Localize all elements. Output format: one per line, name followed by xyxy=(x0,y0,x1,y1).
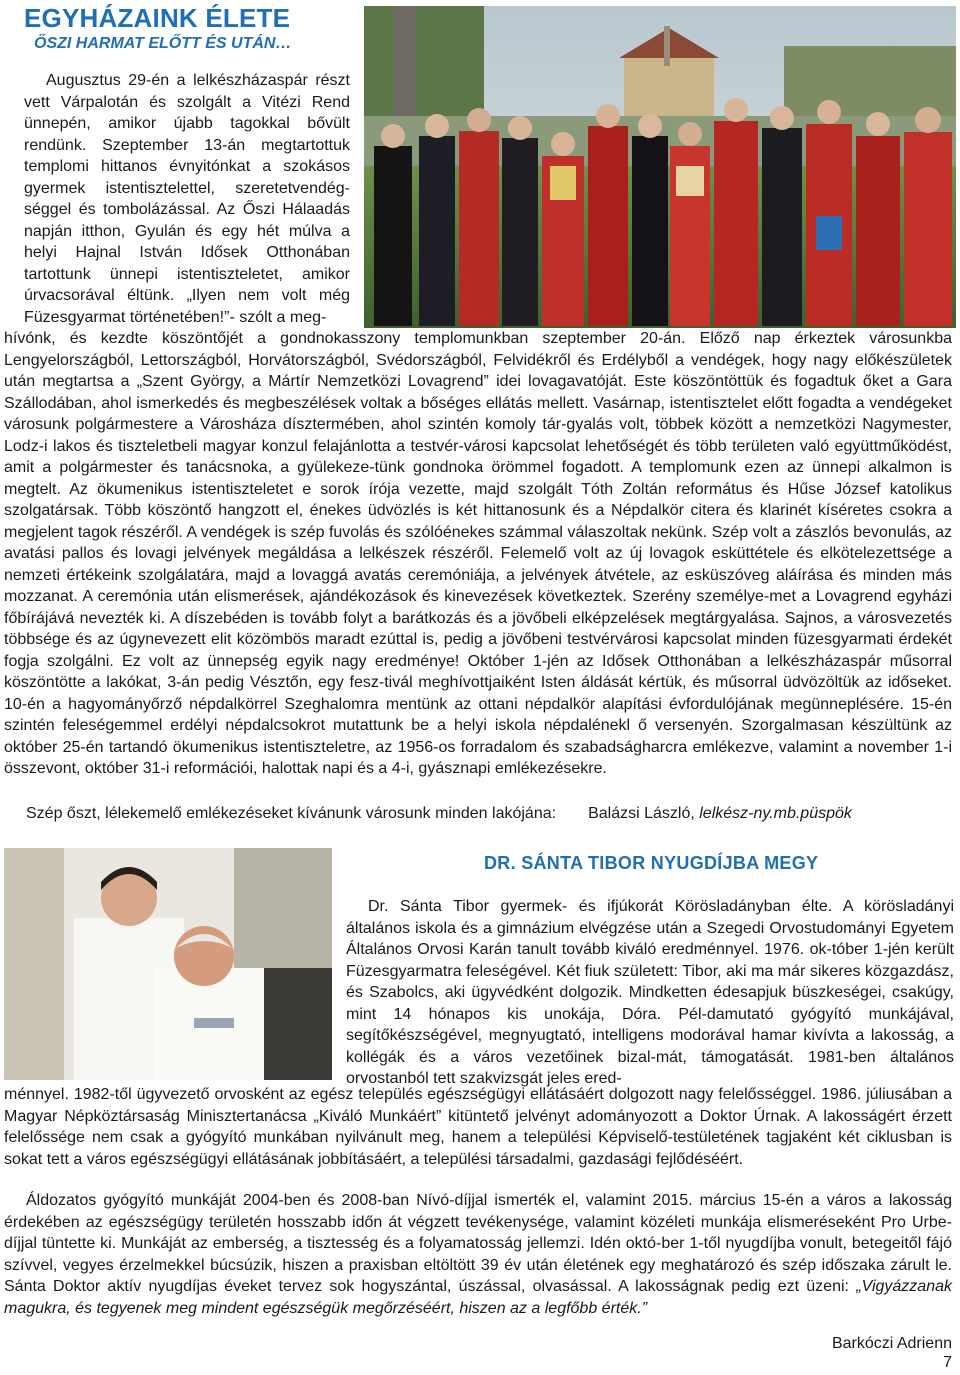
group-photo-knights xyxy=(364,6,956,328)
author-role: lelkész-ny.mb.püspök xyxy=(699,805,852,822)
doctor-photo-image xyxy=(4,848,332,1080)
closing-line xyxy=(26,804,852,824)
doctor-quote: „Vigyázzanak magukra, és tegyenek meg mindent egészségük megőrzéséért, hiszen az a legfőbb érték.” xyxy=(4,1278,952,1317)
article-paragraph-main: hívónk, és kezdte köszöntőjét a gondnokasszony templomunkban szeptember 20-án. Előző nap érkeztek városunkba Lengyelországból, Lettországból, Horvátországból, Svédországból, Felvidékről és Erdélyből a vendégek, hogy nagy előkészületek után megtartsa a „Szent György, a Mártír Nemzetközi Lovagrend” idei lovagavatóját. Este köszöntöttük és fogadtuk őket a Gara Szállodában, ahol ismerkedés és megbeszélések voltak a bőséges ellátás mellett. Vasárnap, istentisztelet előtt fogadta a vendégeket városunk polgármestere a Városháza dísztermében, ahol szintén komoly tár-gyalás volt, többek között a nemzetközi Nagymester, Lodz-i lakos és tiszteletbeli magyar konzul felajánlotta a testvér-városi kapcsolat lehetőségét és több területen való együttműködést, amit a polgármester és tanácsnoka, a gyülekeze-tünk gondnoka örömmel fogadott. A templomunk ezen az ünnepi alkalmon is megtelt. Az ökumenikus istentiszteletet e sorok írója vezette, majd szolgált Tóth Zoltán református és Hűse József katolikus szolgatársak. Több köszöntő hangzott el, énekes üdvözlés is két hittanosunk és a Népdalkör citera és klarinét kíséretes csokra a megjelent tagok részéről. A vendégek is szép fuvolás és szólóénekes számmal válaszoltak nekünk. Szép volt a zászlós bevonulás, az avatási pallos és lovagi jelvények megáldása a lelkészek részéről. Felemelő volt az új lovagok esküttétele és elkötelezettsége a nemzeti értékeink szolgálatára, majd a lovaggá avatás ceremóniája, a jelvények átvétele, az esküszóveg aláírása és minden más mozzanat. A ceremónia után elismerések, ajándékozások és kinevezések következtek. Szerény személye-met a Lovagrend egyházi főbírájává nevezték ki. A díszebéden is tovább folyt a barátkozás és a jövőbeli elképzelések megtárgyalása. Sajnos, a városvezetés többsége és az úgynevezett elit közömbös maradt ezúttal is, pedig a jövőbeni testvérvárosi kapcsolat minden füzesgyarmati érdekét fogja szolgálni. Ez volt az ünnepség egyik nagy eredménye! Október 1-jén az Idősek Otthonában a lelkészházaspár műsorral köszöntötte a lakókat, 3-án pedig Vésztőn, egy fesz-tivál meghívottjaiként Isten áldását kértük, és műsorral üdvözöltük az időseket. 10-én a hagyományőrző népdalkörrel Szeghalomra mentünk az ottani népdalkör alapítási évfordulójának megünneplésére. 15-én szintén feleségemmel erdélyi népdalcsokrot mutattunk be a helyi iskola népdalénekl ő versenyén. Szorgalmasan készültünk az október 25-én tartandó ökumenikus istentiszteletre, az 1956-os forradalom és szabadságharcra emlékezve, valamint a november 1-i összevont, október 31-i reformációi, halottak napi és a 4-i, gyásznapi emlékezésekre. xyxy=(4,330,952,777)
doctor-paragraph-retirement-text: Áldozatos gyógyító munkáját 2004-ben és 2008-ban Nívó-díjjal ismerték el, valamint 2015. március 15-én a város a lakosság érdekében az egészségügy területén hosszabb időn át végzett tevékenysége, valamint közéleti munkája elismeréseként Pro Urbe-díjjal tüntette ki. Munkáját az emberség, a tisztesség és a folyamatosság jellemzi. Idén októ-ber 1-től nyugdíjba vonult, betegeitől fájó szívvel, vegyes érzelmekkel búcsúzik, hiszen a praxisban eltöltött 39 év után életének egy meghatározó és szép időszaka zárult le. Sánta Doktor aktív nyugdíjas éveket tervez sok hogyszántal, úszással, olvasással. A lakosságnak pedig ezt üzeni: xyxy=(4,1192,952,1295)
article-subtitle: ŐSZI HARMAT ELŐTT ÉS UTÁN… xyxy=(34,35,292,52)
section-title: EGYHÁZAINK ÉLETE xyxy=(24,3,291,33)
doctor-photo xyxy=(4,848,332,1080)
closing-wish: Szép őszt, lélekemelő emlékezéseket kívánunk városunk minden lakójána: xyxy=(26,805,557,822)
article-title-doctor: DR. SÁNTA TIBOR NYUGDÍJBA MEGY xyxy=(484,853,819,873)
article-author: Barkóczi Adrienn xyxy=(831,1335,952,1352)
doctor-paragraph-intro: Dr. Sánta Tibor gyermek- és ifjúkorát Körösladányban élte. A körösladányi általános iskola és a gimnázium elvégzése után a Szegedi Orvostudományi Egyetem Általános Orvosi Karán tanult tovább kiváló eredménnyel. 1976. ok-tóber 1-jén került Füzesgyarmatra feleségével. Két fiuk született: Tibor, aki ma már sikeres közgazdász, és Szabolcs, aki ügyvédként dolgozik. Mindketten édesapjuk büszkeségei, csakúgy, mint 14 hónapos kis unokája, Dóra. Pél-damutató gyógyító munkájával, segítőkészségével, megnyugtató, intelligens modorával hamar kivívta a lakosság, a kollégák és a város vezetőinek bizal-mát, támogatását. 1981-ben általános orvostanból tett szakvizsgát jeles ered- xyxy=(346,898,954,1087)
doctor-paragraph-career: ménnyel. 1982-től ügyvezető orvosként az egész település egészségügyi ellátásáért dolgozott nagy felelősséggel. 1986. júliusában a Magyar Népköztársaság Minisztertanácsa „Kiváló Munkáért” kitüntető jelvényt adományozott a Doktor Úrnak. A lakosságért érzett felelőssége nem csak a gyógyító munkában nyilvánult meg, hanem a települési Képviselő-testületének tagjaként két ciklusban is sokat tett a város egészségügyi ellátásának jobbításáért, a települési társadalmi, gazdasági fejlődéséért. xyxy=(4,1086,952,1168)
page-number: 7 xyxy=(943,1354,952,1371)
author-name: Balázsi László, xyxy=(588,805,695,822)
article-paragraph-intro: Augusztus 29-én a lelkészházaspár részt vett Várpalotán és szolgált a Vitézi Rend ünnepén, amikor újabb tagokkal bővült rendünk. Szeptember 13-án megtartottuk templomi hittanos évnyitónkat a szokásos gyermek istentisztelettel, szeretetvendég-séggel és tombolázással. Az Őszi Hálaadás napján itthon, Gyulán és egy hét múlva a helyi Hajnal István Idősek Otthonában tartottunk ünnepi istentiszteletet, amikor úrvacsorával éltünk. „Ilyen nem volt még Füzesgyarmat történetében!”- szólt a meg- xyxy=(24,72,350,326)
doctor-paragraph-retirement xyxy=(4,1190,952,1319)
group-photo-image xyxy=(364,6,956,328)
